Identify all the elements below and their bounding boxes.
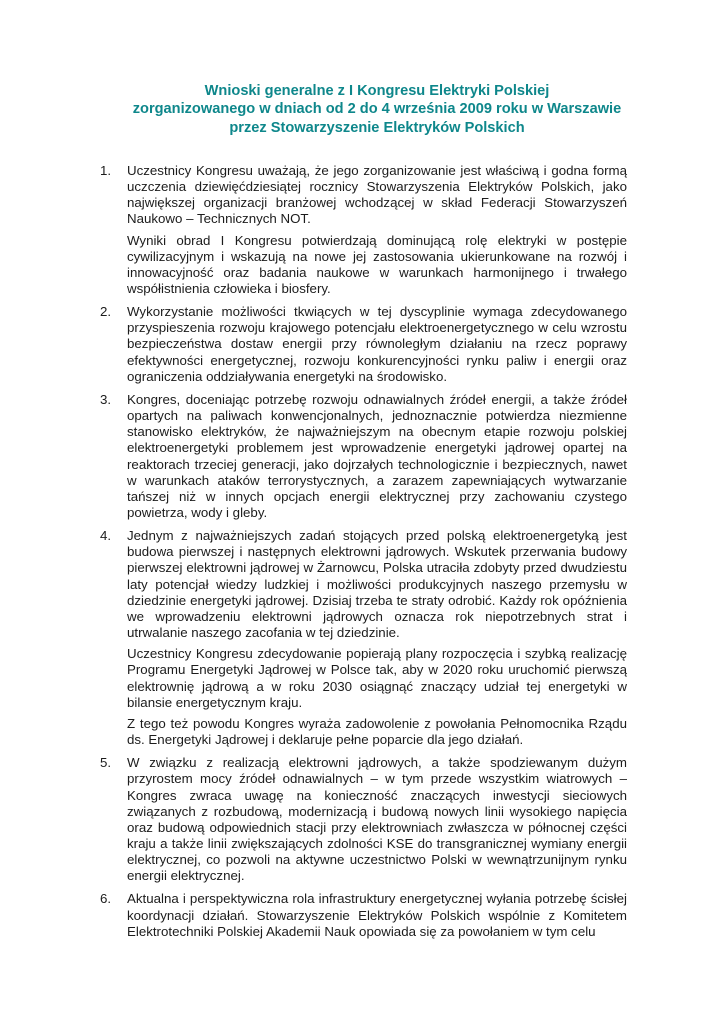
item-paragraph: Jednym z najważniejszych zadań stojących przed polską elektroenergetyką jest budowa pierwszej i następnych elektrowni jądrowych. Wskutek przerwania budowy pierwszej elektrowni jądrowej w Żarnowcu, Polska utraciła zdobyty przed dwudziestu laty potencjał wiedzy ludzkiej i możliwości produkcyjnych naszego przemysłu w dziedzinie energetyki jądrowej. Dzisiaj trzeba te straty odrobić. Każdy rok opóźnienia we wprowadzeniu elektrowni jądrowych oznacza rok niepotrzebnych strat i utrwalanie naszego zacofania w tej dziedzinie. (127, 528, 627, 641)
item-paragraph: Z tego też powodu Kongres wyraża zadowolenie z powołania Pełnomocnika Rządu ds. Energetyki Jądrowej i deklaruje pełne poparcie dla jego działań. (127, 715, 627, 748)
item-paragraph: Aktualna i perspektywiczna rola infrastruktury energetycznej wyłania potrzebę ścisłej koordynacji działań. Stowarzyszenie Elektryków Polskich wspólnie z Komitetem Elektrotechniki Polskiej Akademii Nauk opowiada się za powołaniem w tym celu (127, 891, 627, 939)
item-body (127, 528, 627, 753)
item-paragraph: Kongres, doceniając potrzebę rozwoju odnawialnych źródeł energii, a także źródeł opartych na paliwach konwencjonalnych, jednoznacznie potwierdza niezmienne stanowisko elektryków, że najważniejszym na obecnym etapie rozwoju polskiej elektroenergetyki problemem jest wprowadzenie energetyki jądrowej opartej na reaktorach trzeciej generacji, jako dojrzałych technologicznie i bezpiecznych, nawet w warunkach ataków terrorystycznych, a zarazem zapewniających wytwarzanie tańszej niż w innych opcjach energii elektrycznej przy zachowaniu czystego powietrza, wody i gleby. (127, 391, 627, 521)
resolution-list (100, 163, 627, 945)
item-paragraph: Wykorzystanie możliwości tkwiących w tej dyscyplinie wymaga zdecydowanego przyspieszenia rozwoju krajowego potencjału elektroenergetycznego w celu wzrostu bezpieczeństwa dostaw energii przy równoległym działaniu na rzecz poprawy efektywności energetycznej, rozwoju konkurencyjności rynku paliw i energii oraz ograniczenia oddziaływania energetyki na środowisko. (127, 304, 627, 384)
item-paragraph: W związku z realizacją elektrowni jądrowych, a także spodziewanym dużym przyrostem mocy źródeł odnawialnych – w tym przede wszystkim wiatrowych – Kongres zwraca uwagę na konieczność znaczących inwestycji sieciowych związanych z rozbudową, modernizacją i budową nowych linii wysokiego napięcia oraz budową odpowiednich stacji przy elektrowniach zwłaszcza w północnej części kraju a także linii zwiększających zdolności KSE do transgranicznej wymiany energii elektrycznej, co pozwoli na aktywne uczestnictwo Polski w wewnątrzunijnym rynku energii elektrycznej. (127, 755, 627, 884)
item-number: 1. (100, 162, 112, 178)
list-item (100, 891, 627, 944)
list-item (100, 528, 627, 753)
item-body (127, 755, 627, 889)
item-body (127, 891, 627, 944)
item-body (127, 304, 627, 390)
title-line-1: Wnioski generalne z I Kongresu Elektryki Polskiej (204, 83, 550, 99)
item-number: 3. (100, 391, 112, 407)
list-item (100, 392, 627, 526)
item-number: 2. (100, 304, 112, 320)
document-title (127, 82, 627, 137)
list-item (100, 755, 627, 889)
item-paragraph: Uczestnicy Kongresu zdecydowanie popierają plany rozpoczęcia i szybką realizację Programu Energetyki Jądrowej w Polsce tak, aby w 2020 roku uruchomić pierwszą elektrownię jądrową a w roku 2030 osiągnąć znaczący udział tej energetyki w bilansie energetycznym kraju. (127, 646, 627, 710)
item-paragraph: Uczestnicy Kongresu uważają, że jego zorganizowanie jest właściwą i godna formą uczczenia dziewięćdziesiątej rocznicy Stowarzyszenia Elektryków Polskich, jako największej organizacji branżowej wchodzącej w skład Federacji Stowarzyszeń Naukowo – Technicznych NOT. (127, 162, 627, 227)
item-body (127, 163, 627, 302)
list-item (100, 163, 627, 302)
title-line-3: przez Stowarzyszenie Elektryków Polskich (229, 119, 525, 136)
item-number: 6. (100, 891, 112, 907)
title-line-2: zorganizowanego w dniach od 2 do 4 września 2009 roku w Warszawie (132, 101, 622, 118)
item-paragraph: Wyniki obrad I Kongresu potwierdzają dominującą rolę elektryki w postępie cywilizacyjnym i wskazują na nowe jej zastosowania ukierunkowane na rozwój i innowacyjność oraz badania naukowe w warunkach harmonijnego i trwałego współistnienia człowieka i biosfery. (127, 232, 627, 296)
item-number: 5. (100, 755, 112, 771)
item-number: 4. (100, 528, 112, 544)
item-body (127, 392, 627, 526)
list-item (100, 304, 627, 390)
